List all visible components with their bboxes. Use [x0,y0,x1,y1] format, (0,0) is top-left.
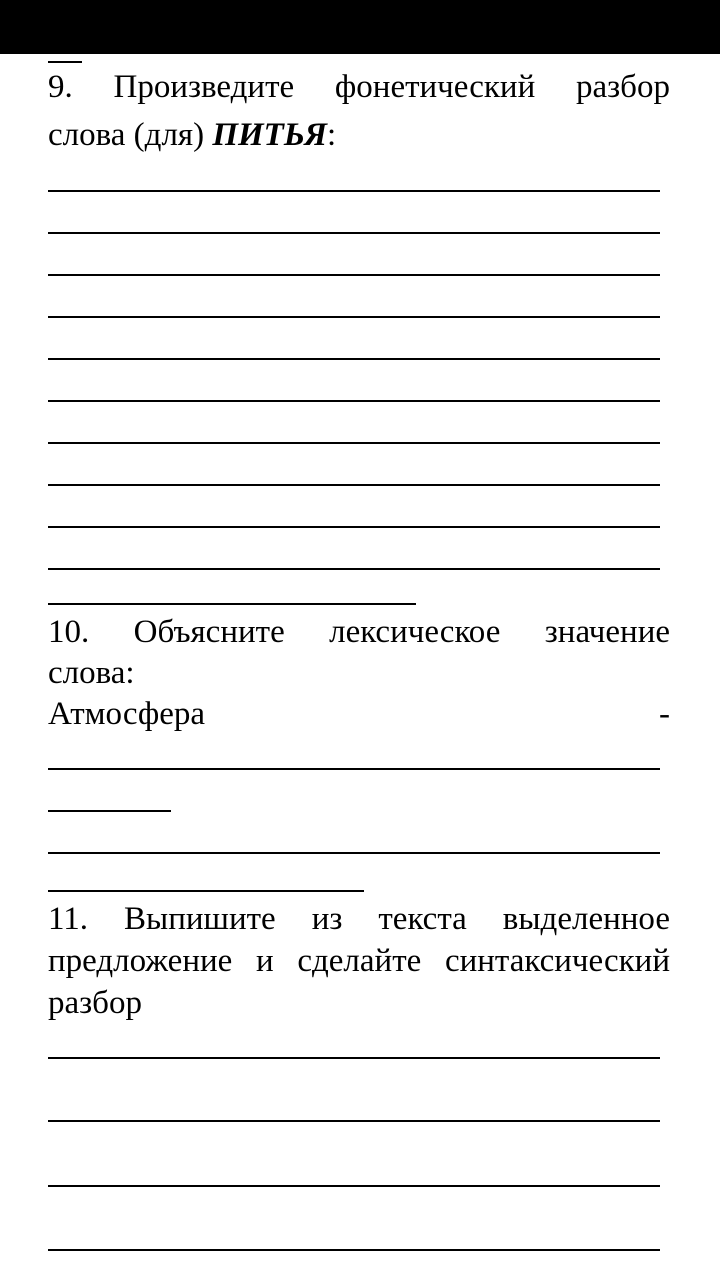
question-10-line-1: 10. Объясните лексическое значение [48,614,670,650]
question-10-term-line [48,693,670,735]
answer-line [48,400,660,402]
dash: - [659,696,670,732]
term: Атмосфера [48,696,206,732]
question-11-line-2: предложение и сделайте синтаксический [48,943,670,979]
answer-line [48,1057,660,1059]
answer-line [48,568,660,570]
answer-line [48,1249,660,1251]
answer-line [48,484,660,486]
question-10-line-2: слова: [48,655,135,691]
answer-line [48,852,660,854]
answer-line [48,316,660,318]
question-11-line-3: разбор [48,985,142,1021]
answer-line [48,358,660,360]
answer-line [48,190,660,192]
answer-line [48,1120,660,1122]
top-black-bar [0,0,720,54]
answer-line-short [48,810,171,812]
answer-line-short [48,890,364,892]
answer-line [48,274,660,276]
answer-line-short [48,603,416,605]
answer-line [48,442,660,444]
answer-line [48,768,660,770]
question-11-line-1: 11. Выпишите из текста выделенное [48,901,670,937]
target-word: ПИТЬЯ [212,117,328,153]
answer-line [48,1185,660,1187]
answer-line [48,232,660,234]
answer-line [48,526,660,528]
answer-line-stub [48,61,82,63]
question-9-line-2: слова (для) ПИТЬЯ: [48,117,337,153]
question-9-line-1: 9. Произведите фонетический разбор [48,69,670,105]
